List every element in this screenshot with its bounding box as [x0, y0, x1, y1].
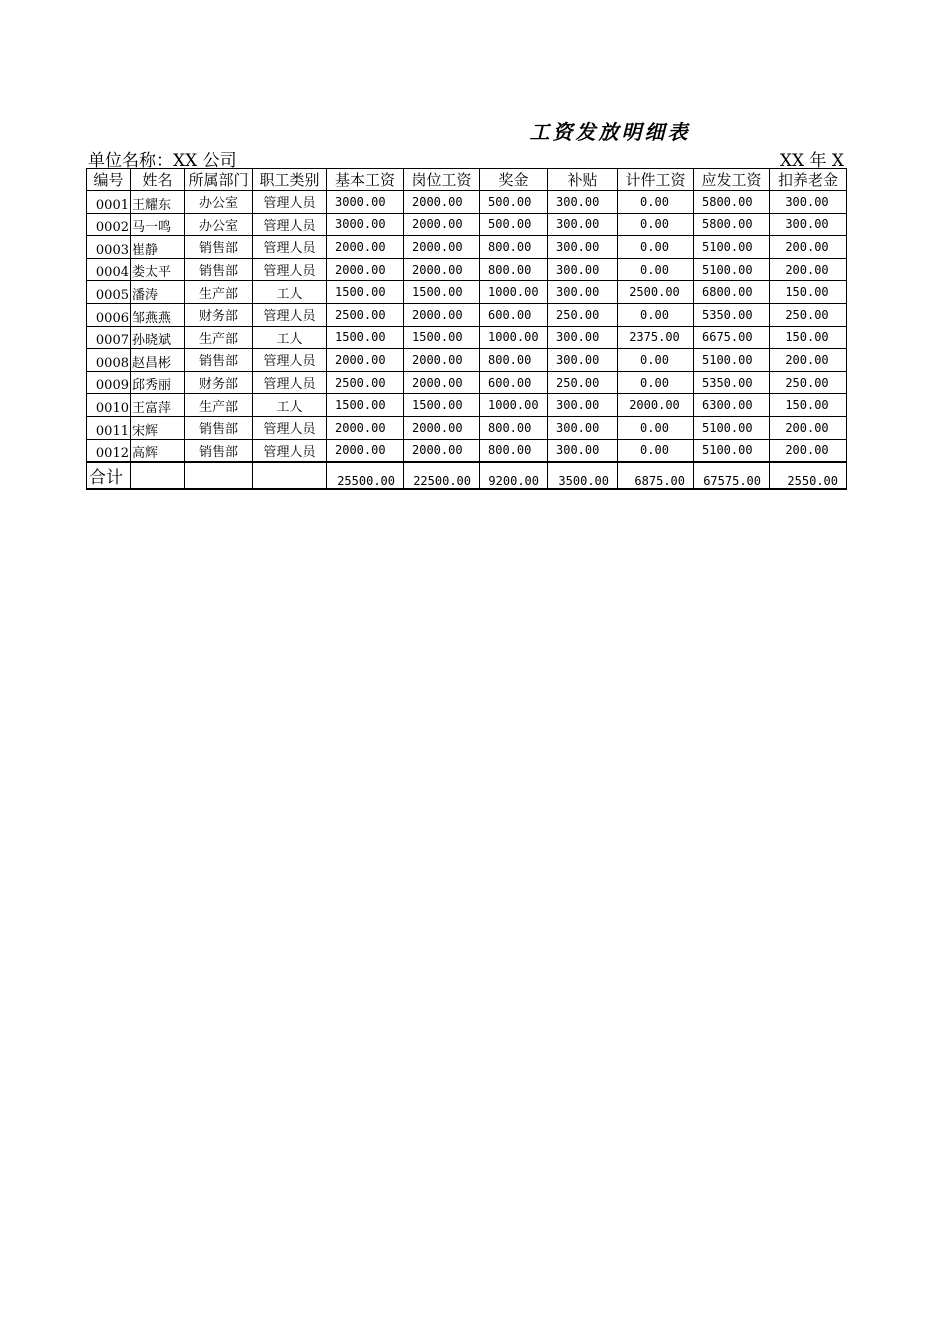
employee-name-cell: 王耀东 [131, 191, 185, 214]
piece-wage-cell: 0.00 [618, 213, 694, 236]
bonus-cell: 800.00 [480, 416, 548, 439]
allowance-cell: 300.00 [548, 416, 618, 439]
total-cell: 6875.00 [618, 462, 694, 489]
payroll-body [87, 191, 847, 463]
employee-name-cell: 赵昌彬 [131, 349, 185, 372]
staff-category-cell: 管理人员 [253, 439, 327, 462]
bonus-cell: 500.00 [480, 191, 548, 214]
employee-name-cell: 宋辉 [131, 416, 185, 439]
employee-name-cell: 王富萍 [131, 394, 185, 417]
table-row [87, 191, 847, 214]
column-header: 应发工资 [694, 169, 770, 191]
unit-name: 单位名称：XX 公司 [88, 151, 237, 171]
table-row [87, 213, 847, 236]
document-title: 工资发放明细表 [529, 120, 691, 144]
department-cell: 财务部 [185, 371, 253, 394]
total-cell: 2550.00 [770, 462, 847, 489]
column-header: 姓名 [131, 169, 185, 191]
allowance-cell: 300.00 [548, 349, 618, 372]
allowance-cell: 300.00 [548, 281, 618, 304]
employee-id-cell: 0004 [87, 258, 131, 281]
department-cell: 生产部 [185, 326, 253, 349]
employee-id-cell: 0001 [87, 191, 131, 214]
staff-category-cell: 管理人员 [253, 213, 327, 236]
gross-pay-cell: 5100.00 [694, 416, 770, 439]
total-cell: 3500.00 [548, 462, 618, 489]
column-header: 基本工资 [327, 169, 404, 191]
post-salary-cell: 2000.00 [404, 236, 480, 259]
staff-category-cell: 管理人员 [253, 191, 327, 214]
empty-cell [185, 462, 253, 489]
bonus-cell: 600.00 [480, 303, 548, 326]
piece-wage-cell: 0.00 [618, 236, 694, 259]
employee-id-cell: 0003 [87, 236, 131, 259]
piece-wage-cell: 0.00 [618, 439, 694, 462]
pension-deduction-cell: 150.00 [770, 281, 847, 304]
post-salary-cell: 2000.00 [404, 439, 480, 462]
department-cell: 销售部 [185, 349, 253, 372]
pension-deduction-cell: 250.00 [770, 303, 847, 326]
employee-name-cell: 娄太平 [131, 258, 185, 281]
employee-name-cell: 潘涛 [131, 281, 185, 304]
bonus-cell: 1000.00 [480, 326, 548, 349]
allowance-cell: 250.00 [548, 371, 618, 394]
department-cell: 生产部 [185, 281, 253, 304]
department-cell: 财务部 [185, 303, 253, 326]
staff-category-cell: 管理人员 [253, 303, 327, 326]
staff-category-cell: 工人 [253, 394, 327, 417]
total-cell: 22500.00 [404, 462, 480, 489]
employee-id-cell: 0010 [87, 394, 131, 417]
piece-wage-cell: 0.00 [618, 191, 694, 214]
allowance-cell: 300.00 [548, 236, 618, 259]
allowance-cell: 300.00 [548, 394, 618, 417]
gross-pay-cell: 5800.00 [694, 191, 770, 214]
employee-id-cell: 0011 [87, 416, 131, 439]
table-row [87, 258, 847, 281]
table-row [87, 326, 847, 349]
base-salary-cell: 1500.00 [327, 281, 404, 304]
allowance-cell: 300.00 [548, 258, 618, 281]
pension-deduction-cell: 200.00 [770, 416, 847, 439]
employee-name-cell: 高辉 [131, 439, 185, 462]
department-cell: 办公室 [185, 213, 253, 236]
pension-deduction-cell: 300.00 [770, 213, 847, 236]
base-salary-cell: 2000.00 [327, 349, 404, 372]
gross-pay-cell: 5350.00 [694, 303, 770, 326]
total-row [87, 462, 847, 489]
table-row [87, 439, 847, 462]
gross-pay-cell: 6300.00 [694, 394, 770, 417]
bonus-cell: 1000.00 [480, 394, 548, 417]
bonus-cell: 800.00 [480, 236, 548, 259]
post-salary-cell: 2000.00 [404, 191, 480, 214]
post-salary-cell: 2000.00 [404, 258, 480, 281]
department-cell: 销售部 [185, 258, 253, 281]
employee-id-cell: 0005 [87, 281, 131, 304]
staff-category-cell: 管理人员 [253, 236, 327, 259]
employee-name-cell: 邱秀丽 [131, 371, 185, 394]
base-salary-cell: 2500.00 [327, 303, 404, 326]
table-row [87, 394, 847, 417]
post-salary-cell: 1500.00 [404, 326, 480, 349]
gross-pay-cell: 5800.00 [694, 213, 770, 236]
total-cell: 9200.00 [480, 462, 548, 489]
post-salary-cell: 1500.00 [404, 394, 480, 417]
base-salary-cell: 3000.00 [327, 213, 404, 236]
piece-wage-cell: 0.00 [618, 371, 694, 394]
allowance-cell: 300.00 [548, 191, 618, 214]
empty-cell [131, 462, 185, 489]
employee-id-cell: 0008 [87, 349, 131, 372]
bonus-cell: 1000.00 [480, 281, 548, 304]
post-salary-cell: 2000.00 [404, 303, 480, 326]
base-salary-cell: 2000.00 [327, 416, 404, 439]
base-salary-cell: 2000.00 [327, 258, 404, 281]
table-row [87, 281, 847, 304]
bonus-cell: 500.00 [480, 213, 548, 236]
column-header: 奖金 [480, 169, 548, 191]
base-salary-cell: 1500.00 [327, 326, 404, 349]
table-row [87, 349, 847, 372]
gross-pay-cell: 5100.00 [694, 349, 770, 372]
employee-id-cell: 0002 [87, 213, 131, 236]
table-row [87, 303, 847, 326]
employee-id-cell: 0012 [87, 439, 131, 462]
pension-deduction-cell: 300.00 [770, 191, 847, 214]
department-cell: 办公室 [185, 191, 253, 214]
table-row [87, 371, 847, 394]
column-header: 所属部门 [185, 169, 253, 191]
employee-name-cell: 马一鸣 [131, 213, 185, 236]
staff-category-cell: 管理人员 [253, 371, 327, 394]
header-row [87, 169, 847, 191]
allowance-cell: 300.00 [548, 326, 618, 349]
bonus-cell: 800.00 [480, 439, 548, 462]
post-salary-cell: 2000.00 [404, 371, 480, 394]
pension-deduction-cell: 200.00 [770, 258, 847, 281]
department-cell: 生产部 [185, 394, 253, 417]
piece-wage-cell: 2000.00 [618, 394, 694, 417]
post-salary-cell: 2000.00 [404, 213, 480, 236]
total-cell: 25500.00 [327, 462, 404, 489]
piece-wage-cell: 0.00 [618, 416, 694, 439]
post-salary-cell: 2000.00 [404, 349, 480, 372]
gross-pay-cell: 5350.00 [694, 371, 770, 394]
piece-wage-cell: 0.00 [618, 349, 694, 372]
employee-id-cell: 0006 [87, 303, 131, 326]
bonus-cell: 800.00 [480, 349, 548, 372]
pension-deduction-cell: 150.00 [770, 326, 847, 349]
total-cell: 67575.00 [694, 462, 770, 489]
staff-category-cell: 管理人员 [253, 349, 327, 372]
staff-category-cell: 工人 [253, 281, 327, 304]
gross-pay-cell: 5100.00 [694, 236, 770, 259]
department-cell: 销售部 [185, 439, 253, 462]
staff-category-cell: 管理人员 [253, 258, 327, 281]
base-salary-cell: 3000.00 [327, 191, 404, 214]
piece-wage-cell: 0.00 [618, 303, 694, 326]
payroll-table [86, 168, 847, 490]
column-header: 岗位工资 [404, 169, 480, 191]
pension-deduction-cell: 250.00 [770, 371, 847, 394]
total-label: 合计 [87, 462, 131, 489]
pension-deduction-cell: 200.00 [770, 349, 847, 372]
employee-name-cell: 孙晓斌 [131, 326, 185, 349]
pension-deduction-cell: 200.00 [770, 236, 847, 259]
department-cell: 销售部 [185, 416, 253, 439]
gross-pay-cell: 5100.00 [694, 258, 770, 281]
column-header: 编号 [87, 169, 131, 191]
table-row [87, 236, 847, 259]
base-salary-cell: 2000.00 [327, 439, 404, 462]
employee-name-cell: 邹燕燕 [131, 303, 185, 326]
employee-name-cell: 崔静 [131, 236, 185, 259]
column-header: 补贴 [548, 169, 618, 191]
bonus-cell: 800.00 [480, 258, 548, 281]
gross-pay-cell: 5100.00 [694, 439, 770, 462]
allowance-cell: 300.00 [548, 439, 618, 462]
staff-category-cell: 管理人员 [253, 416, 327, 439]
piece-wage-cell: 2375.00 [618, 326, 694, 349]
allowance-cell: 300.00 [548, 213, 618, 236]
department-cell: 销售部 [185, 236, 253, 259]
pension-deduction-cell: 150.00 [770, 394, 847, 417]
base-salary-cell: 1500.00 [327, 394, 404, 417]
empty-cell [253, 462, 327, 489]
employee-id-cell: 0009 [87, 371, 131, 394]
base-salary-cell: 2500.00 [327, 371, 404, 394]
pension-deduction-cell: 200.00 [770, 439, 847, 462]
table-row [87, 416, 847, 439]
column-header: 计件工资 [618, 169, 694, 191]
base-salary-cell: 2000.00 [327, 236, 404, 259]
column-header: 扣养老金 [770, 169, 847, 191]
bonus-cell: 600.00 [480, 371, 548, 394]
gross-pay-cell: 6675.00 [694, 326, 770, 349]
allowance-cell: 250.00 [548, 303, 618, 326]
report-date: XX 年 X [779, 151, 844, 171]
piece-wage-cell: 2500.00 [618, 281, 694, 304]
piece-wage-cell: 0.00 [618, 258, 694, 281]
employee-id-cell: 0007 [87, 326, 131, 349]
post-salary-cell: 1500.00 [404, 281, 480, 304]
column-header: 职工类别 [253, 169, 327, 191]
staff-category-cell: 工人 [253, 326, 327, 349]
post-salary-cell: 2000.00 [404, 416, 480, 439]
gross-pay-cell: 6800.00 [694, 281, 770, 304]
